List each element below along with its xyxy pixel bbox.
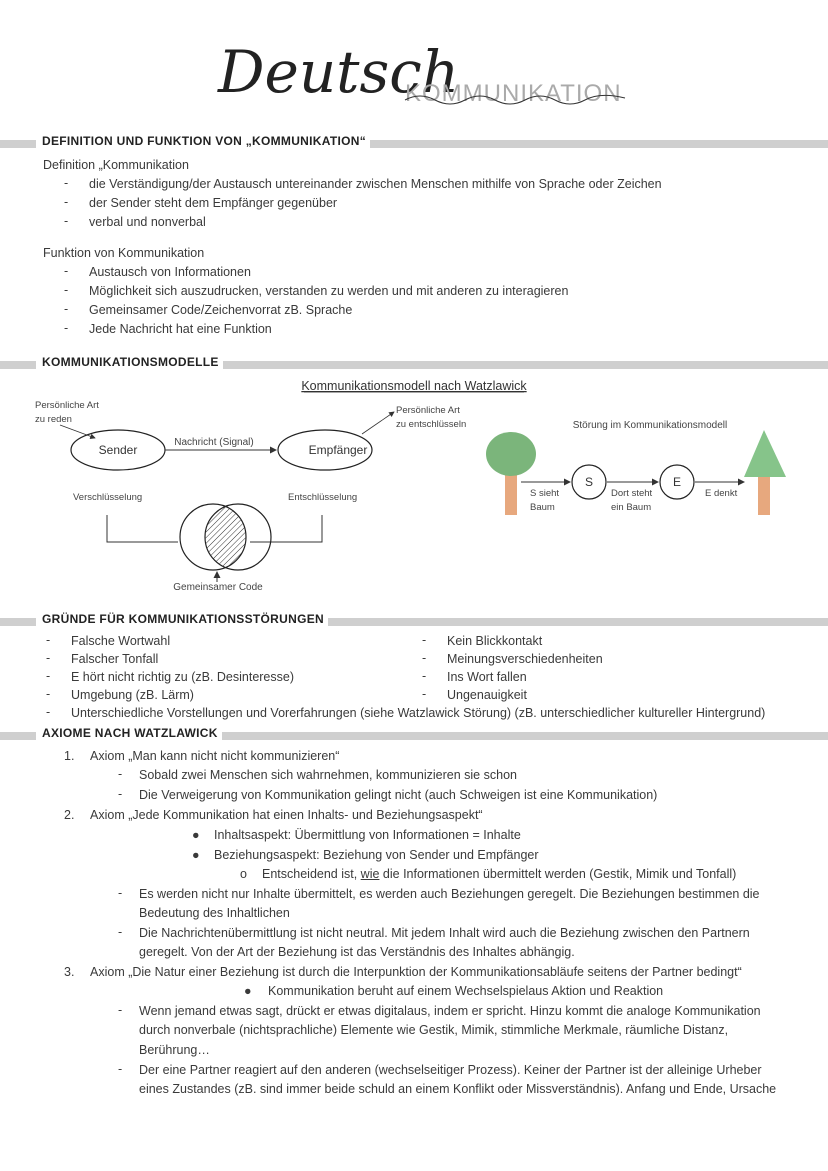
- list-item: Kein Blickkontakt: [447, 634, 543, 648]
- section-header-modelle: [0, 355, 828, 369]
- axiom-number: 1.: [64, 749, 75, 763]
- list-item: verbal und nonverbal: [89, 215, 206, 229]
- stoerung-title: Störung im Kommunikationsmodell: [572, 420, 728, 431]
- label-art-entschl-2: zu entschlüsseln: [396, 419, 467, 430]
- label-art-reden-1: Persönliche Art: [35, 400, 99, 411]
- axiom-title: Axiom „Jede Kommunikation hat einen Inhalts- und Beziehungsaspekt“: [90, 808, 483, 822]
- definition-heading: Definition „Kommunikation: [43, 158, 189, 172]
- section-title: GRÜNDE FÜR KOMMUNIKATIONSSTÖRUNGEN: [42, 612, 328, 626]
- list-item: Ungenauigkeit: [447, 688, 527, 702]
- axiom-title: Axiom „Man kann nicht nicht kommunizieren“: [90, 749, 340, 763]
- list-item: Falsche Wortwahl: [71, 634, 171, 648]
- empfaenger-label: Empfänger: [308, 443, 368, 457]
- list-item: Gemeinsamer Code/Zeichenvorrat zB. Sprache: [89, 303, 353, 317]
- e-denkt-label: E denkt: [705, 488, 738, 499]
- list-item: Jede Nachricht hat eine Funktion: [89, 322, 272, 336]
- code-label: Gemeinsamer Code: [173, 582, 263, 593]
- triangle-tree-icon: [744, 430, 786, 477]
- list-item: Wenn jemand etwas sagt, drückt er etwas digitalaus, indem er spricht. Hinzu kommt die analoge Kommunikation: [139, 1004, 761, 1018]
- list-item-cont: durch nonverbale (nichtsprachliche) Elemente wie Gestik, Mimik, stimmliche Merkmale, räumliche Distanz,: [139, 1023, 729, 1037]
- label-art-reden-2: zu reden: [35, 414, 72, 425]
- list-item: Kommunikation beruht auf einem Wechselspielaus Aktion und Reaktion: [268, 984, 664, 998]
- axiom-number: 3.: [64, 965, 75, 979]
- section-header-definition: [0, 134, 828, 148]
- list-item: die Verständigung/der Austausch untereinander zwischen Menschen mithilfe von Sprache oder Zeichen: [89, 177, 662, 191]
- sender-label: Sender: [98, 443, 138, 457]
- s-sieht-1: S sieht: [530, 488, 560, 499]
- list-item: Falscher Tonfall: [71, 652, 159, 666]
- s-sieht-2: Baum: [530, 502, 555, 513]
- list-item: Möglichkeit sich auszudrucken, verstanden zu werden und mit anderen zu interagieren: [89, 284, 569, 298]
- nachricht-label: Nachricht (Signal): [174, 437, 254, 448]
- funktion-heading: Funktion von Kommunikation: [43, 246, 205, 260]
- tree-trunk-right-icon: [758, 477, 770, 515]
- section-title: DEFINITION UND FUNKTION VON „KOMMUNIKATION“: [42, 134, 370, 148]
- section-header-gruende: [0, 612, 828, 626]
- page-subtitle: KOMMUNIKATION: [405, 80, 622, 107]
- dort-steht-2: ein Baum: [611, 502, 652, 513]
- section-title: KOMMUNIKATIONSMODELLE: [42, 355, 223, 369]
- list-item: Die Nachrichtenübermittlung ist nicht neutral. Mit jedem Inhalt wird auch die Beziehung zwischen den Partnern: [139, 926, 750, 940]
- e-label: E: [672, 475, 682, 489]
- entschluesselung-label: Entschlüsselung: [288, 492, 358, 503]
- axiom-number: 2.: [64, 808, 75, 822]
- label-art-entschl-1: Persönliche Art: [396, 405, 460, 416]
- page-title: Deutsch: [218, 38, 460, 106]
- bullet-icon: ●: [192, 848, 200, 862]
- verschluesselung-label: Verschlüsselung: [73, 492, 143, 503]
- list-item-cont: Berührung…: [139, 1043, 210, 1057]
- bullet-icon: ●: [192, 828, 200, 842]
- circle-bullet-icon: o: [240, 867, 247, 881]
- list-item-cont: geregelt. Von der Art der Beziehung ist das Verständnis des Inhaltes abhängig.: [139, 945, 575, 959]
- list-item: Unterschiedliche Vorstellungen und Vorerfahrungen (siehe Watzlawick Störung) (zB. unterschiedlicher kultureller Hintergrund): [71, 706, 766, 720]
- watzlawick-model-diagram: [0, 370, 828, 615]
- list-item: Die Verweigerung von Kommunikation gelingt nicht (auch Schweigen ist eine Kommunikation): [139, 788, 658, 802]
- section-title: AXIOME NACH WATZLAWICK: [42, 726, 222, 740]
- list-item: Meinungsverschiedenheiten: [447, 652, 603, 666]
- list-item: Sobald zwei Menschen sich wahrnehmen, kommunizieren sie schon: [139, 768, 517, 782]
- list-item: E hört nicht richtig zu (zB. Desinteresse): [71, 670, 294, 684]
- list-item: der Sender steht dem Empfänger gegenüber: [89, 196, 338, 210]
- axiom-title: Axiom „Die Natur einer Beziehung ist durch die Interpunktion der Kommunikationsabläufe seitens der Partner bedingt“: [90, 965, 742, 979]
- list-item: Umgebung (zB. Lärm): [71, 688, 194, 702]
- tree-crown-icon: [486, 432, 536, 476]
- list-item: Entscheidend ist, wie die Informationen übermittelt werden (Gestik, Mimik und Tonfall): [262, 867, 737, 881]
- list-item: Austausch von Informationen: [89, 265, 251, 279]
- list-item: Inhaltsaspekt: Übermittlung von Informationen = Inhalte: [214, 828, 521, 842]
- list-item-cont: eines Zustandes (zB. sind immer beide schuld an einem Konflikt oder Missverständnis). Anfang und Ende, Ursache: [139, 1082, 777, 1096]
- section-header-axiome: [0, 726, 828, 740]
- bullet-icon: ●: [244, 984, 252, 998]
- list-item: Der eine Partner reagiert auf den anderen (wechselseitiger Prozess). Keiner der Partner ist der alleinige Urheber: [139, 1063, 762, 1077]
- dort-steht-1: Dort steht: [611, 488, 653, 499]
- list-item: Ins Wort fallen: [447, 670, 527, 684]
- list-item: Es werden nicht nur Inhalte übermittelt, es werden auch Beziehungen geregelt. Die Beziehungen bestimmen die: [139, 887, 760, 901]
- list-item: Beziehungsaspekt: Beziehung von Sender und Empfänger: [214, 848, 539, 862]
- s-label: S: [584, 475, 594, 489]
- list-item-cont: Bedeutung des Inhaltlichen: [139, 906, 290, 920]
- model-title: Kommunikationsmodell nach Watzlawick: [301, 379, 527, 393]
- subtitle-scribble-icon: [400, 88, 630, 108]
